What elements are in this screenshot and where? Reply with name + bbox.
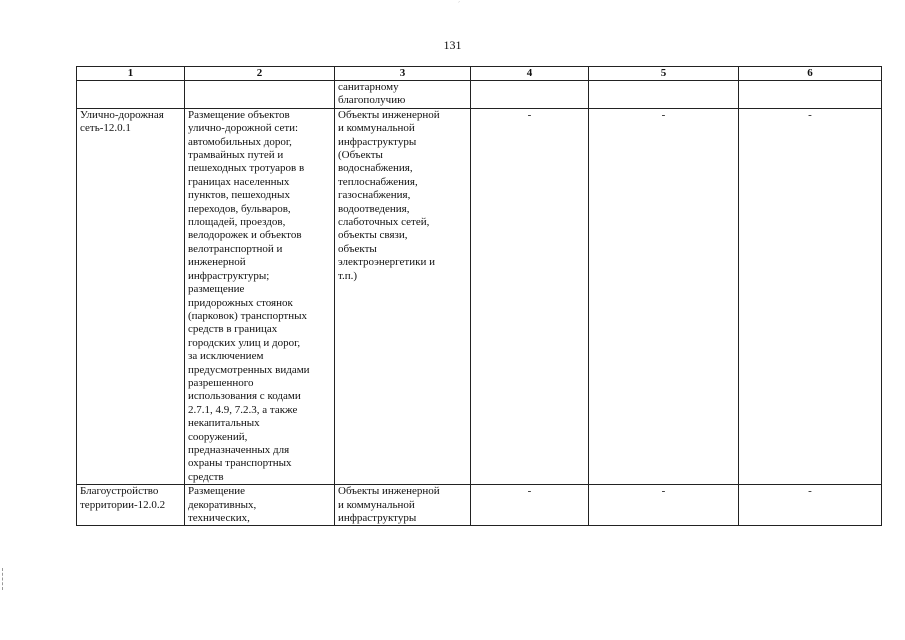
table-cell-col6: - <box>739 108 882 484</box>
table-cell-col1 <box>77 81 185 109</box>
cell-text-line: объекты <box>338 242 377 255</box>
cell-text-line: предназначенных для <box>188 443 290 456</box>
cell-text-line: границах населенных <box>188 175 290 188</box>
table-cell-col4: - <box>471 108 589 484</box>
page-number: 131 <box>443 38 462 52</box>
cell-text-line: и коммунальной <box>338 498 415 511</box>
cell-text-line: охраны транспортных <box>188 457 292 470</box>
cell-text-line: т.п.) <box>338 269 358 282</box>
cell-text-line: теплоснабжения, <box>338 175 418 188</box>
cell-text-line: территории-12.0.2 <box>80 498 166 511</box>
land-use-table <box>76 66 882 526</box>
cell-text-line: придорожных стоянок <box>188 296 293 309</box>
table-cell-col3 <box>335 108 471 484</box>
cell-text-line: водоснабжения, <box>338 162 413 175</box>
cell-text-line: некапитальных <box>188 417 260 430</box>
cell-text-line: средств <box>188 470 224 483</box>
cell-text-line: предусмотренных видами <box>188 363 310 376</box>
cell-text-line: автомобильных дорог, <box>188 135 292 148</box>
cell-text-line: инфраструктуры; <box>188 269 270 282</box>
cell-text-line: площадей, проездов, <box>188 216 286 229</box>
cell-text-line: (парковок) транспортных <box>188 309 308 322</box>
cell-text-line: Размещение объектов <box>188 108 290 121</box>
header-cell-4: 4 <box>471 67 589 81</box>
cell-text-line: Улично-дорожная <box>80 108 164 121</box>
cell-text-line: технических, <box>188 512 250 524</box>
table-cell-col6: - <box>739 485 882 526</box>
cell-text-line: пешеходных тротуаров в <box>188 162 305 175</box>
cell-text-line: улично-дорожной сети: <box>188 122 299 135</box>
table-cell-col2 <box>185 81 335 109</box>
table-row <box>77 81 882 109</box>
cell-text-line: средств в границах <box>188 323 278 336</box>
cell-text-line: за исключением <box>188 350 264 363</box>
binding-margin-mark <box>2 568 8 590</box>
cell-text-line: инфраструктуры <box>338 512 417 524</box>
table-cell-col4 <box>471 81 589 109</box>
table-cell-col3 <box>335 81 471 109</box>
cell-text-line: декоративных, <box>188 498 257 511</box>
table-body <box>77 81 882 526</box>
cell-text-line: переходов, бульваров, <box>188 202 291 215</box>
cell-text-line: инфраструктуры <box>338 135 417 148</box>
header-cell-1: 1 <box>77 67 185 81</box>
table-cell-col1 <box>77 485 185 526</box>
table-cell-col2 <box>185 485 335 526</box>
cell-text-line: Благоустройство <box>80 485 159 498</box>
header-row <box>77 67 882 81</box>
header-cell-2: 2 <box>185 67 335 81</box>
cell-text-line: благополучию <box>338 94 406 107</box>
header-cell-5: 5 <box>589 67 739 81</box>
table-row <box>77 485 882 526</box>
cell-text-line: санитарному <box>338 81 399 93</box>
cell-text-line: велотранспортной и <box>188 242 283 255</box>
cell-text-line: водоотведения, <box>338 202 410 215</box>
cell-text-line: газоснабжения, <box>338 189 411 202</box>
cell-text-line: сооружений, <box>188 430 248 443</box>
header-cell-6: 6 <box>739 67 882 81</box>
cell-text-line: слаботочных сетей, <box>338 216 430 229</box>
table-cell-col4: - <box>471 485 589 526</box>
cell-text-line: использования с кодами <box>188 390 301 403</box>
cell-text-line: инженерной <box>188 256 246 269</box>
cell-text-line: Размещение <box>188 485 246 498</box>
cell-text-line: электроэнергетики и <box>338 256 435 269</box>
table-cell-col5: - <box>589 108 739 484</box>
cell-text-line: городских улиц и дорог, <box>188 336 301 349</box>
cell-text-line: Объекты инженерной <box>338 108 440 121</box>
table-cell-col1 <box>77 108 185 484</box>
cell-text-line: пунктов, пешеходных <box>188 189 290 202</box>
cell-text-line: велодорожек и объектов <box>188 229 302 242</box>
cell-text-line: объекты связи, <box>338 229 408 242</box>
table-row <box>77 108 882 484</box>
table-cell-col5 <box>589 81 739 109</box>
table-cell-col3 <box>335 485 471 526</box>
cell-text-line: Объекты инженерной <box>338 485 440 498</box>
cell-text-line: (Объекты <box>338 149 383 162</box>
table-cell-col2 <box>185 108 335 484</box>
cell-text-line: трамвайных путей и <box>188 149 284 162</box>
cell-text-line: 2.7.1, 4.9, 7.2.3, а также <box>188 403 298 416</box>
header-cell-3: 3 <box>335 67 471 81</box>
cell-text-line: сеть-12.0.1 <box>80 122 131 135</box>
cell-text-line: и коммунальной <box>338 122 415 135</box>
table-cell-col6 <box>739 81 882 109</box>
table-cell-col5: - <box>589 485 739 526</box>
scan-tick-mark: ˊ <box>458 2 460 8</box>
cell-text-line: разрешенного <box>188 376 254 389</box>
cell-text-line: размещение <box>188 283 245 296</box>
